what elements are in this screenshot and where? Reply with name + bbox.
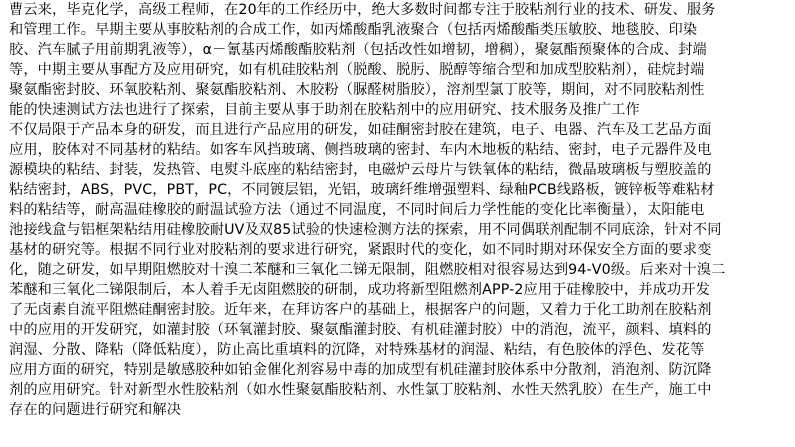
text-line: 源模块的粘结、封装，发热管、电熨斗底座的粘结密封，电磁炉云母片与铁氧体的粘结，微晶玻璃板与塑胶盖的 <box>9 162 712 178</box>
text-line: 胶、汽车腻子用前期乳液等），α－氰基丙烯酸酯胶粘剂（包括改性如增韧，增稠），聚氨酯预聚体的合成、封端 <box>9 42 707 58</box>
text-line: 基材的研究等。根据不同行业对胶粘剂的要求进行研究，紧跟时代的变化，如不同时期对环保安全方面的要求变 <box>9 242 712 258</box>
text-line: 润湿、分散、降粘（降低粘度），防止高比重填料的沉降，对特殊基材的润湿、粘结，有色胶体的浮色、发花等 <box>9 342 705 358</box>
text-line: 应用方面的研究，特别是敏感胶种如铂金催化剂容易中毒的加成型有机硅灌封胶体系中分散剂，消泡剂、防沉降 <box>9 362 712 378</box>
text-line: 化，随之研发，如早期阻燃胶对十溴二苯醚和三氧化二锑无限制，阻燃胶相对很容易达到94-V0级。后来对十溴二 <box>9 262 726 278</box>
text-line: 等，中期主要从事配方及应用研究，如有机硅胶粘剂（脱酸、脱肟、脱醇等缩合型和加成型胶粘剂），硅烷封端 <box>9 62 705 78</box>
text-line: 中的应用的开发研究，如灌封胶（环氧灌封胶、聚氨酯灌封胶、有机硅灌封胶）中的消泡，流平，颜料、填料的 <box>9 322 712 338</box>
text-line: 池接线盒与铝框架粘结用硅橡胶耐UV及双85试验的快速检测方法的探索，用不同偶联剂配制不同底涂，针对不同 <box>9 222 722 238</box>
text-line: 剂的应用研究。针对新型水性胶粘剂（如水性聚氨酯胶粘剂、水性氯丁胶粘剂、水性天然乳胶）在生产，施工中 <box>9 382 712 398</box>
text-line: 聚氨酯密封胶、环氧胶粘剂、聚氨酯胶粘剂、木胶粉（脲醛树脂胶），溶剂型氯丁胶等，期间，对不同胶粘剂性 <box>9 82 705 98</box>
text-line: 料的粘结等，耐高温硅橡胶的耐温试验方法（通过不同温度，不同时间后力学性能的变化比率衡量），太阳能电 <box>9 202 705 218</box>
text-line: 粘结密封，ABS，PVC，PBT，PC，不同镀层铝，光铝，玻璃纤维增强塑料、绿釉PCB线路板，镀锌板等难粘材 <box>9 182 715 198</box>
text-line: 了无卤素自流平阻燃硅酮密封胶。近年来，在拜访客户的基础上，根据客户的问题，又着力于化工助剂在胶粘剂 <box>9 302 712 318</box>
text-line: 苯醚和三氧化二锑限制后，本人着手无卤阻燃胶的研制，成功将新型阻燃剂APP-2应用于硅橡胶中，并成功开发 <box>9 282 710 298</box>
text-line: 不仅局限于产品本身的研发，而且进行产品应用的研发，如硅酮密封胶在建筑，电子、电器、汽车及工艺品方面 <box>9 122 712 138</box>
text-line: 应用，胶体对不同基材的粘结。如客车风挡玻璃、侧挡玻璃的密封、车内木地板的粘结、密封，电子元器件及电 <box>9 142 712 158</box>
text-line: 和管理工作。早期主要从事胶粘剂的合成工作，如丙烯酸酯乳液聚合（包括丙烯酸酯类压敏胶、地毯胶、印染 <box>9 22 698 38</box>
text-line: 能的快速测试方法也进行了探索，目前主要从事于助剂在胶粘剂中的应用研究、技术服务及推广工作 <box>9 102 640 118</box>
text-line: 存在的问题进行研究和解决 <box>9 402 182 418</box>
text-line: 曹云来，毕克化学，高级工程师，在20年的工作经历中，绝大多数时间都专注于胶粘剂行业的技术、研发、服务 <box>9 2 716 18</box>
